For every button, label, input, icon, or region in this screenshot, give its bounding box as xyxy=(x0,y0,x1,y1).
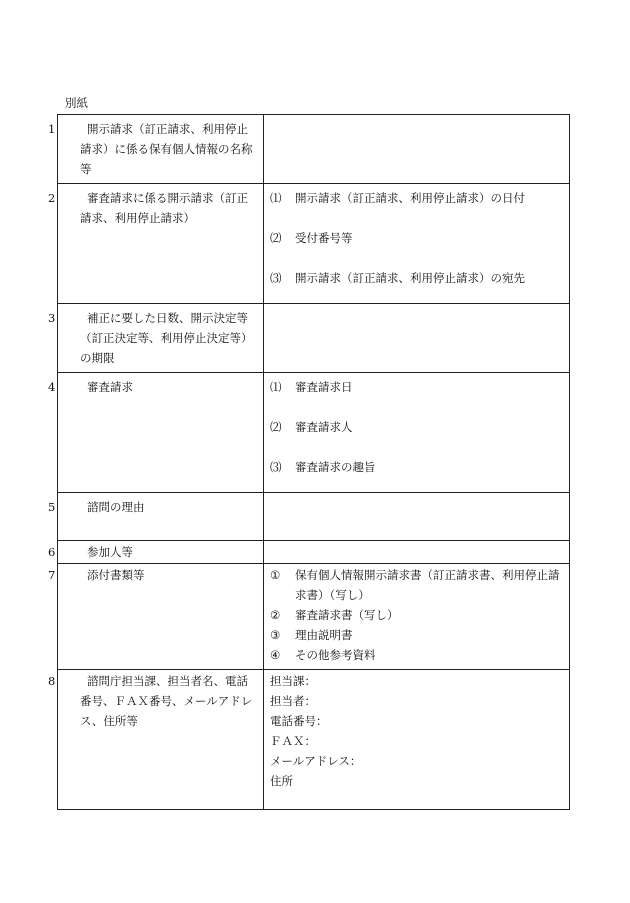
list-item: ⑶ 開示請求（訂正請求、利用停止請求）の宛先 xyxy=(270,271,525,285)
list-item: ④ その他参考資料 xyxy=(270,648,376,662)
form-table xyxy=(48,114,570,810)
row-number: 6 xyxy=(48,545,56,559)
table-row xyxy=(58,115,570,184)
row-value-cell xyxy=(264,670,570,810)
row-label: 審査請求 xyxy=(87,380,133,394)
row-label: 参加人等 xyxy=(87,545,133,559)
contact-email: メールアドレス： xyxy=(270,754,362,768)
table-row xyxy=(58,670,570,810)
row-value-cell xyxy=(264,493,570,541)
list-item: ② 審査請求書（写し） xyxy=(270,608,399,622)
table-row xyxy=(58,541,570,564)
list-item: ① 保有個人情報開示請求書（訂正請求書、利用停止請求書）（写し） xyxy=(270,568,560,602)
row-number: 4 xyxy=(48,380,56,394)
contact-department: 担当課： xyxy=(270,674,316,688)
table-row xyxy=(58,493,570,541)
list-item: ⑵ 審査請求人 xyxy=(270,420,353,434)
table-row xyxy=(58,564,570,670)
list-item: ⑴ 審査請求日 xyxy=(270,380,353,394)
list-item: ⑶ 審査請求の趣旨 xyxy=(270,460,376,474)
list-item: ⑵ 受付番号等 xyxy=(270,231,353,245)
row-label-cell xyxy=(48,670,264,810)
row-label-cell xyxy=(48,493,264,541)
row-number: 2 xyxy=(48,191,56,205)
row-value-cell xyxy=(264,373,570,493)
row-number: 7 xyxy=(48,568,56,582)
list-item: ③ 理由説明書 xyxy=(270,628,353,642)
row-label: 審査請求に係る開示請求（訂正請求、利用停止請求） xyxy=(80,191,248,225)
row-value-cell xyxy=(264,541,570,564)
row-value-cell xyxy=(264,304,570,373)
row-label: 諮問の理由 xyxy=(87,500,145,514)
contact-fax: ＦＡＸ： xyxy=(270,734,316,748)
row-label: 開示請求（訂正請求、利用停止請求）に係る保有個人情報の名称等 xyxy=(80,122,253,176)
row-value-cell xyxy=(264,115,570,184)
contact-address: 住所 xyxy=(270,774,293,788)
row-number: 3 xyxy=(48,311,56,325)
row-label-cell xyxy=(48,541,264,564)
row-value-cell xyxy=(264,564,570,670)
row-label-cell xyxy=(48,564,264,670)
table-row xyxy=(58,373,570,493)
row-label-cell xyxy=(48,115,264,184)
row-label-cell xyxy=(48,373,264,493)
list-item: ⑴ 開示請求（訂正請求、利用停止請求）の日付 xyxy=(270,191,525,205)
row-label-cell xyxy=(48,184,264,304)
contact-phone: 電話番号： xyxy=(270,714,328,728)
table-row xyxy=(58,184,570,304)
row-value-cell xyxy=(264,184,570,304)
row-number: 5 xyxy=(48,500,56,514)
row-number: 8 xyxy=(48,674,56,688)
row-label-cell xyxy=(48,304,264,373)
table-row xyxy=(58,304,570,373)
contact-person: 担当者： xyxy=(270,694,316,708)
row-label: 諮問庁担当課、担当者名、電話番号、ＦＡＸ番号、メールアドレス、住所等 xyxy=(80,674,253,728)
row-number: 1 xyxy=(48,122,56,136)
document-title: 別紙 xyxy=(65,96,88,110)
row-label: 添付書類等 xyxy=(87,568,145,582)
row-label: 補正に要した日数、開示決定等（訂正決定等、利用停止決定等）の期限 xyxy=(80,311,253,365)
